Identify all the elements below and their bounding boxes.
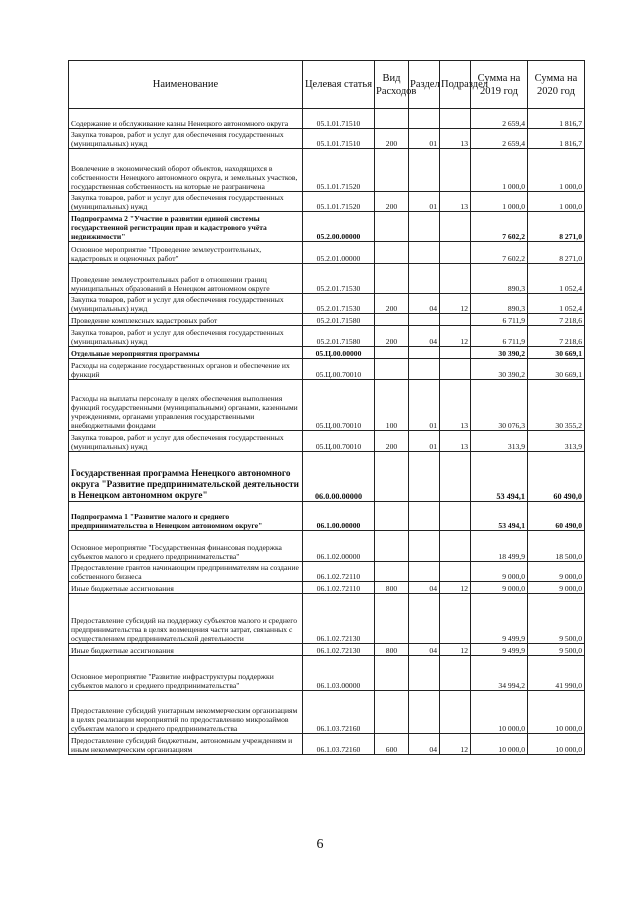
- cell-expense-type: [375, 656, 409, 691]
- cell-subsection: [440, 594, 471, 644]
- table-row: [69, 531, 585, 562]
- cell-name: Закупка товаров, работ и услуг для обеспечения государственных (муниципальных) нужд: [69, 326, 303, 347]
- cell-expense-type: 200: [375, 294, 409, 314]
- cell-sum-2019: 7 602,2: [471, 242, 528, 264]
- cell-section: [409, 264, 440, 294]
- cell-name: Расходы на содержание государственных органов и обеспечение их функций: [69, 359, 303, 380]
- cell-target-code: 06.1.02.72130: [303, 594, 375, 644]
- cell-section: [409, 109, 440, 129]
- cell-expense-type: [375, 359, 409, 380]
- cell-section: [409, 359, 440, 380]
- cell-sum-2020: 60 490,0: [528, 452, 585, 502]
- table-row: [69, 691, 585, 734]
- cell-name: Закупка товаров, работ и услуг для обеспечения государственных (муниципальных) нужд: [69, 431, 303, 452]
- cell-expense-type: 200: [375, 129, 409, 149]
- cell-sum-2020: 9 500,0: [528, 644, 585, 656]
- cell-target-code: 05.1.01.71520: [303, 192, 375, 212]
- table-row: [69, 109, 585, 129]
- cell-target-code: 05.2.01.71530: [303, 264, 375, 294]
- cell-subsection: 12: [440, 294, 471, 314]
- cell-name: Предоставление субсидий на поддержку субъектов малого и среднего предпринимательства в целях возмещения части затрат, связанных с осуществлением предпринимательской деятельности: [69, 594, 303, 644]
- cell-target-code: 06.1.02.72110: [303, 562, 375, 582]
- cell-name: Основное мероприятие "Государственная финансовая поддержка субъектов малого и среднего предпринимательства": [69, 531, 303, 562]
- table-row: [69, 656, 585, 691]
- cell-subsection: [440, 242, 471, 264]
- cell-sum-2020: 7 218,6: [528, 326, 585, 347]
- table-row: [69, 734, 585, 755]
- table-header-row: [69, 61, 585, 109]
- cell-sum-2020: 41 990,0: [528, 656, 585, 691]
- table-row: [69, 326, 585, 347]
- table-row: [69, 129, 585, 149]
- cell-section: 04: [409, 582, 440, 594]
- cell-sum-2020: 10 000,0: [528, 691, 585, 734]
- cell-sum-2019: 6 711,9: [471, 314, 528, 326]
- header-target: Целевая статья: [303, 61, 375, 109]
- cell-name: Подпрограмма 1 "Развитие малого и среднего предпринимательства в Ненецком автономном округе": [69, 502, 303, 531]
- table-row: [69, 594, 585, 644]
- cell-expense-type: [375, 314, 409, 326]
- cell-name: Закупка товаров, работ и услуг для обеспечения государственных (муниципальных) нужд: [69, 129, 303, 149]
- cell-name: Предоставление грантов начинающим предпринимателям на создание собственного бизнеса: [69, 562, 303, 582]
- cell-section: [409, 502, 440, 531]
- cell-expense-type: [375, 149, 409, 192]
- cell-name: Отдельные мероприятия программы: [69, 347, 303, 359]
- cell-target-code: 05.1.01.71520: [303, 149, 375, 192]
- cell-name: Расходы на выплаты персоналу в целях обеспечения выполнения функций государственными (муниципальными) органами, казенными учреждениями, органами управления государственными внебюджетными фондами: [69, 380, 303, 431]
- cell-subsection: 13: [440, 129, 471, 149]
- cell-name: Проведение комплексных кадастровых работ: [69, 314, 303, 326]
- cell-target-code: 06.1.02.72110: [303, 582, 375, 594]
- cell-section: [409, 149, 440, 192]
- cell-name: Предоставление субсидий унитарным некоммерческим организациям в целях реализации мероприятий по предоставлению микрозаймов субъектам малого и среднего предпринимательства: [69, 691, 303, 734]
- cell-section: [409, 562, 440, 582]
- table-row: [69, 264, 585, 294]
- cell-name: Предоставление субсидий бюджетным, автономным учреждениям и иным некоммерческим организациям: [69, 734, 303, 755]
- cell-target-code: 05.Ц.00.70010: [303, 359, 375, 380]
- cell-subsection: 13: [440, 192, 471, 212]
- cell-target-code: 05.2.00.00000: [303, 212, 375, 242]
- cell-sum-2020: 9 000,0: [528, 582, 585, 594]
- cell-section: [409, 347, 440, 359]
- cell-target-code: 05.1.01.71510: [303, 129, 375, 149]
- cell-sum-2019: 1 000,0: [471, 192, 528, 212]
- cell-name: Основное мероприятие "Проведение землеустроительных, кадастровых и оценочных работ": [69, 242, 303, 264]
- cell-subsection: 12: [440, 582, 471, 594]
- cell-expense-type: [375, 562, 409, 582]
- header-subsection: Подраздел: [440, 61, 471, 109]
- cell-expense-type: [375, 594, 409, 644]
- cell-sum-2019: 30 076,3: [471, 380, 528, 431]
- cell-target-code: 05.2.01.71530: [303, 294, 375, 314]
- cell-section: [409, 212, 440, 242]
- cell-expense-type: [375, 691, 409, 734]
- cell-sum-2020: 1 052,4: [528, 264, 585, 294]
- table-row: [69, 452, 585, 502]
- cell-subsection: [440, 347, 471, 359]
- cell-sum-2019: 30 390,2: [471, 347, 528, 359]
- cell-section: 01: [409, 192, 440, 212]
- cell-section: 04: [409, 644, 440, 656]
- budget-table: [68, 60, 585, 755]
- cell-name: Закупка товаров, работ и услуг для обеспечения государственных (муниципальных) нужд: [69, 192, 303, 212]
- cell-sum-2020: 8 271,0: [528, 212, 585, 242]
- cell-sum-2019: 30 390,2: [471, 359, 528, 380]
- cell-subsection: 12: [440, 644, 471, 656]
- cell-subsection: [440, 149, 471, 192]
- cell-name: Проведение землеустроительных работ в отношении границ муниципальных образований в Ненецком автономном округе: [69, 264, 303, 294]
- cell-subsection: [440, 531, 471, 562]
- cell-section: 01: [409, 431, 440, 452]
- cell-target-code: 06.1.03.72160: [303, 691, 375, 734]
- cell-name: Иные бюджетные ассигнования: [69, 582, 303, 594]
- cell-subsection: [440, 656, 471, 691]
- header-sum-2020: Сумма на 2020 год: [528, 61, 585, 109]
- cell-expense-type: [375, 452, 409, 502]
- cell-sum-2019: 7 602,2: [471, 212, 528, 242]
- table-row: [69, 314, 585, 326]
- header-sum-2019: Сумма на 2019 год: [471, 61, 528, 109]
- header-section: Раздел: [409, 61, 440, 109]
- cell-target-code: 05.2.01.71580: [303, 326, 375, 347]
- cell-subsection: [440, 264, 471, 294]
- cell-sum-2019: 2 659,4: [471, 109, 528, 129]
- cell-sum-2020: 30 355,2: [528, 380, 585, 431]
- cell-subsection: [440, 562, 471, 582]
- cell-sum-2019: 10 000,0: [471, 691, 528, 734]
- cell-expense-type: [375, 531, 409, 562]
- cell-sum-2020: 60 490,0: [528, 502, 585, 531]
- cell-target-code: 05.2.01.00000: [303, 242, 375, 264]
- cell-sum-2020: 1 816,7: [528, 109, 585, 129]
- cell-subsection: [440, 359, 471, 380]
- cell-sum-2019: 9 499,9: [471, 644, 528, 656]
- header-type: Вид Расходов: [375, 61, 409, 109]
- cell-sum-2020: 9 000,0: [528, 562, 585, 582]
- cell-subsection: 13: [440, 431, 471, 452]
- cell-target-code: 06.1.03.00000: [303, 656, 375, 691]
- cell-subsection: [440, 502, 471, 531]
- cell-target-code: 05.Ц.00.00000: [303, 347, 375, 359]
- table-row: [69, 192, 585, 212]
- cell-section: 01: [409, 129, 440, 149]
- cell-sum-2019: 890,3: [471, 294, 528, 314]
- cell-sum-2020: 7 218,6: [528, 314, 585, 326]
- cell-name: Закупка товаров, работ и услуг для обеспечения государственных (муниципальных) нужд: [69, 294, 303, 314]
- cell-expense-type: [375, 264, 409, 294]
- cell-section: 04: [409, 326, 440, 347]
- cell-sum-2019: 53 494,1: [471, 452, 528, 502]
- cell-name: Вовлечение в экономический оборот объектов, находящихся в собственности Ненецкого автономного округа, и земельных участков, государственная собственность на которые не разграничена: [69, 149, 303, 192]
- cell-subsection: [440, 452, 471, 502]
- cell-sum-2019: 890,3: [471, 264, 528, 294]
- cell-subsection: 13: [440, 380, 471, 431]
- cell-subsection: [440, 691, 471, 734]
- header-name: Наименование: [69, 61, 303, 109]
- table-row: [69, 359, 585, 380]
- cell-target-code: 05.1.01.71510: [303, 109, 375, 129]
- cell-expense-type: 200: [375, 192, 409, 212]
- cell-sum-2020: 9 500,0: [528, 594, 585, 644]
- cell-subsection: [440, 109, 471, 129]
- cell-expense-type: [375, 109, 409, 129]
- cell-sum-2019: 18 499,9: [471, 531, 528, 562]
- cell-section: 01: [409, 380, 440, 431]
- cell-target-code: 06.1.02.72130: [303, 644, 375, 656]
- cell-target-code: 06.1.02.00000: [303, 531, 375, 562]
- cell-section: 04: [409, 294, 440, 314]
- table-row: [69, 582, 585, 594]
- cell-sum-2020: 10 000,0: [528, 734, 585, 755]
- cell-sum-2019: 9 499,9: [471, 594, 528, 644]
- table-row: [69, 644, 585, 656]
- cell-section: 04: [409, 734, 440, 755]
- cell-expense-type: [375, 347, 409, 359]
- cell-sum-2019: 53 494,1: [471, 502, 528, 531]
- cell-sum-2019: 9 000,0: [471, 582, 528, 594]
- cell-target-code: 06.1.00.00000: [303, 502, 375, 531]
- cell-sum-2019: 9 000,0: [471, 562, 528, 582]
- table-row: [69, 347, 585, 359]
- cell-sum-2020: 1 052,4: [528, 294, 585, 314]
- cell-expense-type: 800: [375, 644, 409, 656]
- table-row: [69, 431, 585, 452]
- cell-sum-2020: 1 000,0: [528, 149, 585, 192]
- table-row: [69, 294, 585, 314]
- cell-target-code: 06.1.03.72160: [303, 734, 375, 755]
- cell-sum-2020: 8 271,0: [528, 242, 585, 264]
- cell-target-code: 05.Ц.00.70010: [303, 380, 375, 431]
- cell-sum-2019: 1 000,0: [471, 149, 528, 192]
- cell-sum-2020: 1 816,7: [528, 129, 585, 149]
- page-number: 6: [316, 837, 324, 852]
- cell-sum-2020: 313,9: [528, 431, 585, 452]
- cell-subsection: [440, 212, 471, 242]
- cell-target-code: 05.Ц.00.70010: [303, 431, 375, 452]
- table-row: [69, 242, 585, 264]
- cell-expense-type: 200: [375, 431, 409, 452]
- cell-name: Содержание и обслуживание казны Ненецкого автономного округа: [69, 109, 303, 129]
- cell-expense-type: 600: [375, 734, 409, 755]
- cell-target-code: 05.2.01.71580: [303, 314, 375, 326]
- cell-expense-type: 800: [375, 582, 409, 594]
- cell-target-code: 06.0.00.00000: [303, 452, 375, 502]
- cell-subsection: 12: [440, 326, 471, 347]
- cell-name: Государственная программа Ненецкого автономного округа "Развитие предпринимательской деятельности в Ненецком автономном округе": [69, 452, 303, 502]
- cell-expense-type: 200: [375, 326, 409, 347]
- table-row: [69, 502, 585, 531]
- cell-sum-2020: 1 000,0: [528, 192, 585, 212]
- cell-section: [409, 452, 440, 502]
- cell-section: [409, 656, 440, 691]
- cell-name: Подпрограмма 2 "Участие в развитии единой системы государственной регистрации прав и кадастрового учёта недвижимости": [69, 212, 303, 242]
- cell-expense-type: 100: [375, 380, 409, 431]
- cell-subsection: [440, 314, 471, 326]
- table-row: [69, 149, 585, 192]
- cell-sum-2020: 30 669,1: [528, 359, 585, 380]
- cell-name: Основное мероприятие "Развитие инфраструктуры поддержки субъектов малого и среднего предпринимательства": [69, 656, 303, 691]
- cell-section: [409, 314, 440, 326]
- cell-sum-2019: 34 994,2: [471, 656, 528, 691]
- cell-sum-2020: 18 500,0: [528, 531, 585, 562]
- table-row: [69, 380, 585, 431]
- cell-section: [409, 691, 440, 734]
- cell-expense-type: [375, 502, 409, 531]
- cell-section: [409, 594, 440, 644]
- cell-sum-2019: 10 000,0: [471, 734, 528, 755]
- cell-sum-2019: 2 659,4: [471, 129, 528, 149]
- cell-expense-type: [375, 242, 409, 264]
- cell-section: [409, 531, 440, 562]
- cell-sum-2020: 30 669,1: [528, 347, 585, 359]
- cell-sum-2019: 313,9: [471, 431, 528, 452]
- cell-section: [409, 242, 440, 264]
- table-row: [69, 212, 585, 242]
- table-row: [69, 562, 585, 582]
- cell-subsection: 12: [440, 734, 471, 755]
- cell-expense-type: [375, 212, 409, 242]
- cell-sum-2019: 6 711,9: [471, 326, 528, 347]
- cell-name: Иные бюджетные ассигнования: [69, 644, 303, 656]
